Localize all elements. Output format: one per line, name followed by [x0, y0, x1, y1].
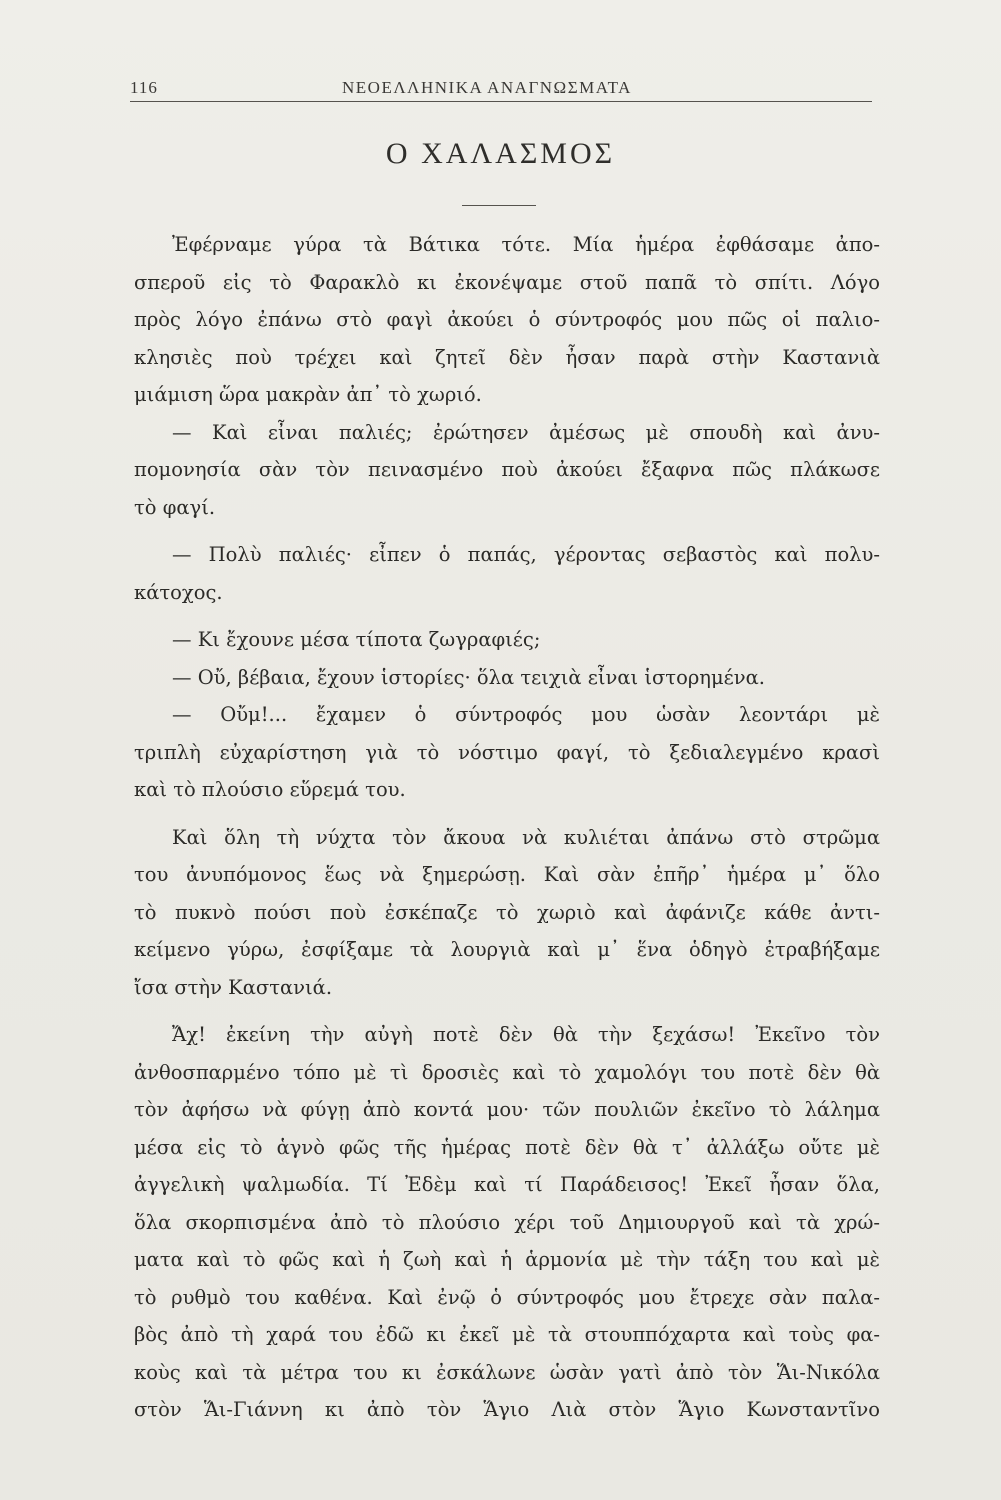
- text-line: τριπλὴ εὐχαρίστηση γιὰ τὸ νόστιμο φαγί, τὸ ξεδιαλεγμένο κρασὶ: [134, 740, 880, 764]
- text-line: κοὺς καὶ τὰ μέτρα του κι ἐσκάλωνε ὡσὰν γατὶ ἀπὸ τὸν Ἅι-Νικόλα: [134, 1360, 880, 1384]
- text-line: τὸ ρυθμὸ του καθένα. Καὶ ἐνῷ ὁ σύντροφός μου ἔτρεχε σὰν παλα-: [134, 1285, 880, 1309]
- body-text: [134, 226, 880, 1429]
- page-number: 116: [130, 78, 158, 97]
- text-line: καὶ τὸ πλούσιο εὕρεμά του.: [134, 778, 406, 801]
- text-line: σπεροῦ εἰς τὸ Φαρακλὸ κι ἐκονέψαμε στοῦ παπᾶ τὸ σπίτι. Λόγο: [134, 270, 880, 294]
- text-line: — Καὶ εἶναι παλιές; ἐρώτησεν ἀμέσως μὲ σπουδὴ καὶ ἀνυ-: [172, 420, 880, 444]
- text-line: ἀγγελικὴ ψαλμωδία. Τί Ἐδὲμ καὶ τί Παράδεισος! Ἐκεῖ ἦσαν ὅλα,: [134, 1173, 880, 1196]
- text-line: Ἐφέρναμε γύρα τὰ Βάτικα τότε. Μία ἡμέρα ἐφθάσαμε ἀπο-: [172, 233, 880, 256]
- text-line: Καὶ ὅλη τὴ νύχτα τὸν ἄκουα νὰ κυλιέται ἀπάνω στὸ στρῶμα: [172, 825, 880, 849]
- running-head: ΝΕΟΕΛΛΗΝΙΚΑ ΑΝΑΓΝΩΣΜΑΤΑ: [342, 78, 632, 97]
- text-line: Ἄχ! ἐκείνη τὴν αὐγὴ ποτὲ δὲν θὰ τὴν ξεχάσω! Ἐκεῖνο τὸν: [172, 1023, 880, 1046]
- text-line: — Πολὺ παλιές· εἶπεν ὁ παπάς, γέροντας σεβαστὸς καὶ πολυ-: [172, 543, 880, 566]
- title-rule: [462, 205, 536, 206]
- text-line: ἀνθοσπαρμένο τόπο μὲ τὶ δροσιὲς καὶ τὸ χαμολόγι του ποτὲ δὲν θὰ: [134, 1060, 880, 1084]
- text-line: μέσα εἰς τὸ ἁγνὸ φῶς τῆς ἡμέρας ποτὲ δὲν θὰ τ᾽ ἀλλάξω οὔτε μὲ: [134, 1135, 880, 1159]
- text-line: κάτοχος.: [134, 580, 223, 604]
- text-line: τὸ πυκνὸ πούσι ποὺ ἐσκέπαζε τὸ χωριὸ καὶ ἀφάνιζε κάθε ἀντι-: [134, 900, 880, 924]
- text-line: μιάμιση ὥρα μακρὰν ἀπ᾽ τὸ χωριό.: [134, 383, 482, 406]
- text-line: του ἀνυπόμονος ἕως νὰ ξημερώσῃ. Καὶ σὰν ἐπῆρ᾽ ἡμέρα μ᾽ ὅλο: [134, 863, 880, 886]
- text-line: ὅλα σκορπισμένα ἀπὸ τὸ πλούσιο χέρι τοῦ Δημιουργοῦ καὶ τὰ χρώ-: [134, 1210, 880, 1234]
- text-line: πομονησία σὰν τὸν πεινασμένο ποὺ ἀκούει ἔξαφνα πῶς πλάκωσε: [134, 458, 880, 481]
- text-line: ματα καὶ τὸ φῶς καὶ ἡ ζωὴ καὶ ἡ ἁρμονία μὲ τὴν τάξη του καὶ μὲ: [134, 1248, 880, 1271]
- text-line: τὸ φαγί.: [134, 495, 216, 519]
- text-line: κείμενο γύρω, ἐσφίξαμε τὰ λουργιὰ καὶ μ᾽ ἕνα ὁδηγὸ ἐτραβήξαμε: [134, 938, 880, 961]
- text-line: — Κι ἔχουνε μέσα τίποτα ζωγραφιές;: [172, 628, 541, 651]
- text-line: βὸς ἀπὸ τὴ χαρά του ἐδῶ κι ἐκεῖ μὲ τὰ στουππόχαρτα καὶ τοὺς φα-: [134, 1323, 880, 1346]
- text-line: ἴσα στὴν Καστανιά.: [134, 975, 333, 999]
- text-line: — Οὔμ!... ἔχαμεν ὁ σύντροφός μου ὡσὰν λεοντάρι μὲ: [172, 703, 880, 726]
- chapter-title: Ο ΧΑΛΑΣΜΟΣ: [385, 137, 616, 170]
- text-line: — Οὔ, βέβαια, ἔχουν ἱστορίες· ὅλα τειχιὰ εἶναι ἱστορημένα.: [172, 665, 765, 689]
- text-line: πρὸς λόγο ἐπάνω στὸ φαγὶ ἀκούει ὁ σύντροφός μου πῶς οἱ παλιο-: [134, 308, 880, 331]
- text-line: τὸν ἀφήσω νὰ φύγῃ ἀπὸ κοντά μου· τῶν πουλιῶν ἐκεῖνο τὸ λάλημα: [134, 1098, 880, 1121]
- text-line: κλησιὲς ποὺ τρέχει καὶ ζητεῖ δὲν ἦσαν παρὰ στὴν Καστανιὰ: [134, 345, 880, 369]
- text-line: στὸν Ἅι-Γιάννη κι ἀπὸ τὸν Ἅγιο Λιὰ στὸν Ἅγιο Κωνσταντῖνο: [134, 1398, 880, 1421]
- header-rule: [130, 101, 872, 102]
